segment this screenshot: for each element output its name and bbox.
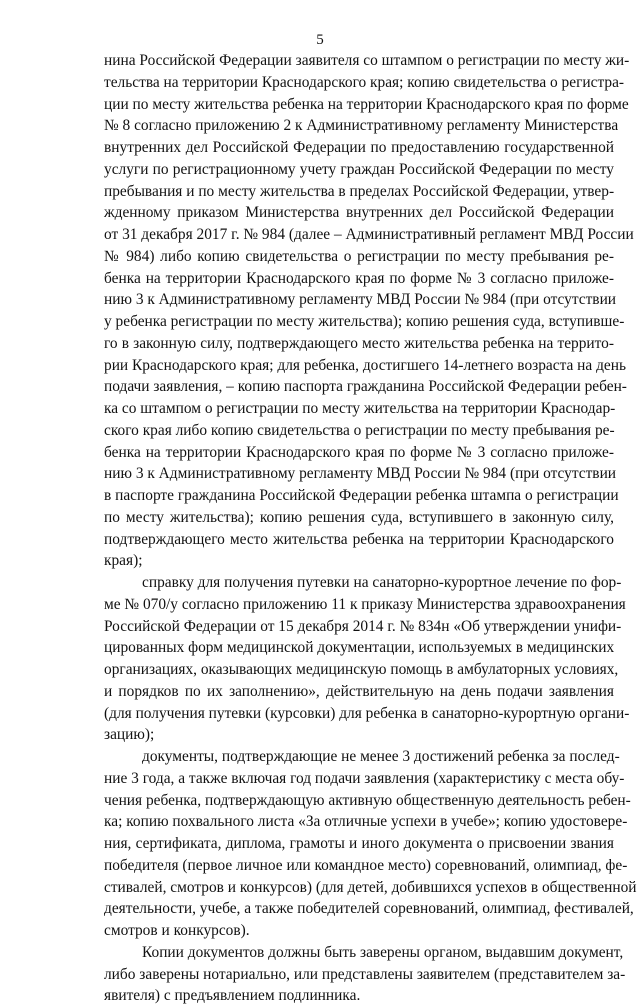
text-line: ме № 070/у согласно приложению 11 к приказу Министерства здравоохранения bbox=[104, 595, 626, 613]
text-line: нию 3 к Административному регламенту МВД России № 984 (при отсутствии bbox=[104, 465, 617, 483]
text-line: по месту жительства); копию решения суда, вступившего в законную силу, bbox=[104, 508, 614, 526]
text-line: (для получения путевки (курсовки) для ребенка в санаторно-курортную органи- bbox=[104, 704, 630, 722]
text-line: ния, сертификата, диплома, грамоты и иного документа о присвоении звания bbox=[104, 835, 614, 852]
text-line: го в законную силу, подтверждающего место жительства ребенка на террито- bbox=[104, 334, 614, 352]
text-line: № 984) либо копию свидетельства о регистрации по месту пребывания ре- bbox=[104, 247, 614, 265]
text-line: бенка на территории Краснодарского края по форме № 3 согласно приложе- bbox=[104, 443, 614, 461]
text-line: жденному приказом Министерства внутренних дел Российской Федерации bbox=[104, 204, 614, 222]
text-line: и порядков по их заполнению», действительную на день подачи заявления bbox=[104, 682, 614, 700]
text-line: бенка на территории Краснодарского края по форме № 3 согласно приложе- bbox=[104, 269, 614, 287]
text-line: тельства на территории Краснодарского края; копию свидетельства о регистра- bbox=[104, 73, 625, 91]
text-line: победителя (первое личное или командное место) соревнований, олимпиад, фе- bbox=[104, 856, 628, 874]
text-line: внутренних дел Российской Федерации по предоставлению государственной bbox=[104, 139, 614, 156]
text-line: края); bbox=[104, 552, 143, 570]
text-line: Российской Федерации от 15 декабря 2014 г. № 834н «Об утверждении унифи- bbox=[104, 617, 622, 635]
text-line: зацию); bbox=[104, 726, 155, 744]
text-line: либо заверены нотариально, или представлены заявителем (представителем за- bbox=[104, 965, 626, 983]
text-line: ка со штампом о регистрации по месту жительства на территории Краснодар- bbox=[104, 400, 616, 417]
text-line: ние 3 года, а также включая год подачи заявления (характеристику с места обу- bbox=[104, 769, 625, 787]
text-line: подтверждающего место жительства ребенка на территории Краснодарского bbox=[104, 530, 614, 548]
text-line: явителя) с предъявлением подлинника. bbox=[104, 987, 361, 1005]
text-line: ции по месту жительства ребенка на территории Краснодарского края по форме bbox=[104, 95, 629, 113]
text-line: ка; копию похвального листа «За отличные успехи в учебе»; копию удостовере- bbox=[104, 813, 628, 831]
text-line: справку для получения путевки на санаторно-курортное лечение по фор- bbox=[142, 574, 622, 591]
text-line: организациях, оказывающих медицинскую помощь в амбулаторных условиях, bbox=[104, 661, 619, 678]
text-line: нина Российской Федерации заявителя со штампом о регистрации по месту жи- bbox=[104, 52, 630, 69]
text-line: от 31 декабря 2017 г. № 984 (далее – Административный регламент МВД России bbox=[104, 226, 634, 243]
text-line: у ребенка регистрации по месту жительства); копию решения суда, вступивше- bbox=[104, 313, 625, 330]
text-line: ского края либо копию свидетельства о регистрации по месту пребывания ре- bbox=[104, 421, 615, 439]
text-line: Копии документов должны быть заверены органом, выдавшим документ, bbox=[142, 943, 624, 961]
text-line: цированных форм медицинской документации, используемых в медицинских bbox=[104, 639, 615, 657]
text-line: нию 3 к Административному регламенту МВД России № 984 (при отсутствии bbox=[104, 291, 617, 309]
text-line: смотров и конкурсов). bbox=[104, 922, 250, 939]
text-line: подачи заявления, – копию паспорта гражданина Российской Федерации ребен- bbox=[104, 378, 627, 396]
text-line: деятельности, учебе, а также победителей соревнований, олимпиад, фестивалей, bbox=[104, 900, 634, 918]
text-line: в паспорте гражданина Российской Федерации ребенка штампа о регистрации bbox=[104, 487, 619, 504]
text-line: рии Краснодарского края; для ребенка, достигшего 14-летнего возраста на день bbox=[104, 356, 626, 374]
text-line: чения ребенка, подтверждающую активную общественную деятельность ребен- bbox=[104, 791, 631, 809]
text-line: стивалей, смотров и конкурсов) (для детей, добившихся успехов в общественной bbox=[104, 878, 637, 896]
text-line: документы, подтверждающие не менее 3 достижений ребенка за послед- bbox=[142, 748, 620, 765]
text-line: пребывания и по месту жительства в пределах Российской Федерации, утвер- bbox=[104, 182, 615, 200]
page-number: 5 bbox=[316, 32, 324, 48]
body-text bbox=[104, 50, 637, 1007]
text-line: № 8 согласно приложению 2 к Административному регламенту Министерства bbox=[104, 117, 619, 135]
text-line: услуги по регистрационному учету граждан Российской Федерации по месту bbox=[104, 160, 614, 178]
